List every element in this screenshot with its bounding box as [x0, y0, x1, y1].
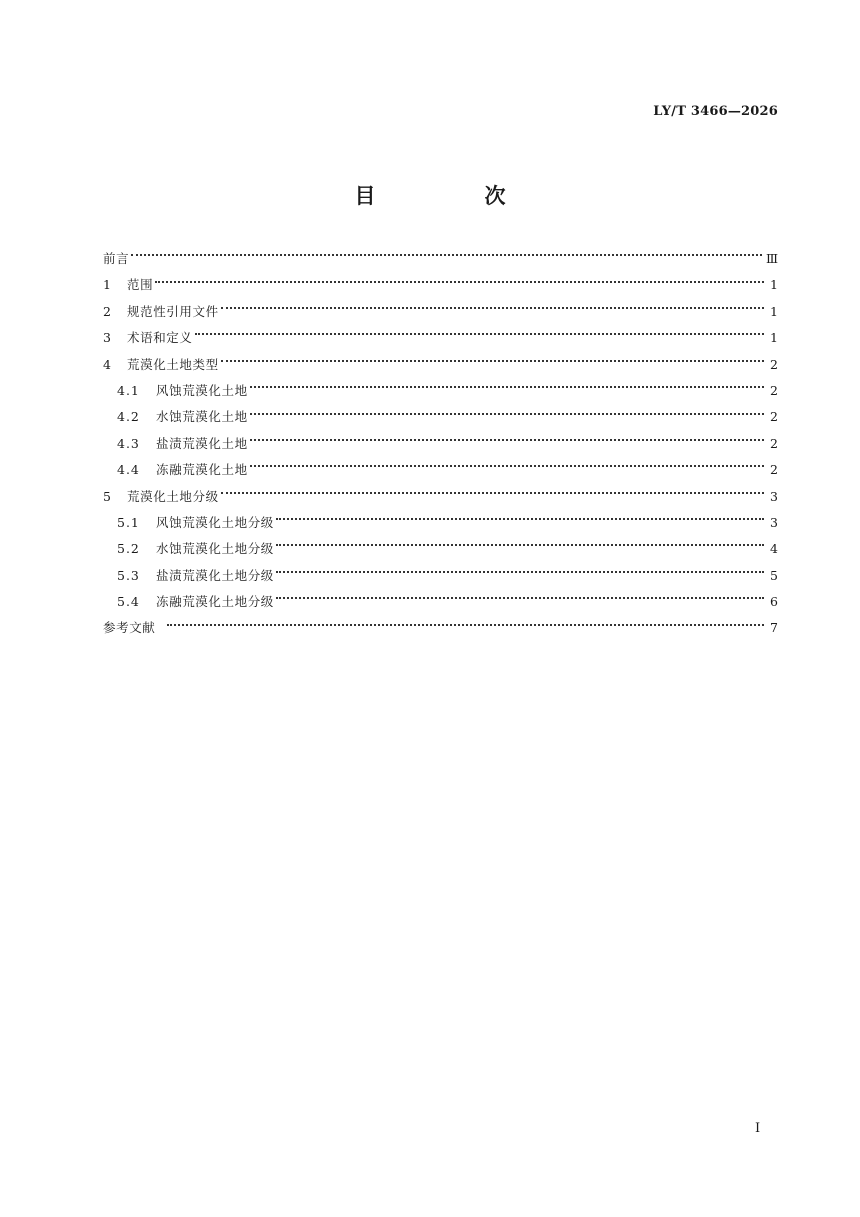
toc-leader-dots	[155, 281, 764, 283]
toc-entry-number: 5	[103, 488, 111, 504]
toc-entry-title: 盐渍荒漠化土地分级	[156, 567, 274, 583]
toc-entry-title: 参考文献	[103, 620, 156, 636]
toc-entry-page: 2	[770, 435, 778, 451]
toc-leader-dots	[250, 413, 764, 415]
toc-entry-4[interactable]	[103, 352, 778, 378]
toc-leader-dots	[167, 624, 764, 626]
toc-entry-page: 7	[770, 620, 778, 636]
toc-entry-number: 3	[103, 330, 111, 346]
toc-entry-page: 6	[770, 594, 778, 610]
toc-entry-number: 5.3	[117, 567, 140, 583]
toc-entry-number: 1	[103, 277, 111, 293]
toc-entry-5-1[interactable]	[103, 510, 778, 536]
toc-leader-dots	[131, 254, 762, 256]
toc-leader-dots	[250, 465, 764, 467]
toc-entry-title: 荒漠化土地类型	[127, 356, 219, 372]
toc-entry-5-2[interactable]	[103, 536, 778, 562]
toc-entry-5-3[interactable]	[103, 563, 778, 589]
toc-entry-number: 4.3	[117, 435, 140, 451]
toc-entry-5-4[interactable]	[103, 589, 778, 615]
toc-entry-page: 2	[770, 356, 778, 372]
toc-entry-title: 荒漠化土地分级	[127, 488, 219, 504]
toc-entry-number: 4.4	[117, 462, 140, 478]
toc-leader-dots	[195, 333, 764, 335]
toc-entry-page: 2	[770, 409, 778, 425]
toc-entry-1[interactable]	[103, 272, 778, 298]
toc-entry-number: 4	[103, 356, 111, 372]
toc-leader-dots	[250, 386, 764, 388]
toc-entry-number: 5.1	[117, 514, 140, 530]
toc-entry-title: 水蚀荒漠化土地	[156, 409, 248, 425]
toc-entry-title: 盐渍荒漠化土地	[156, 435, 248, 451]
toc-leader-dots	[221, 307, 764, 309]
toc-entry-page: 1	[770, 303, 778, 319]
toc-entry-page: 3	[770, 488, 778, 504]
toc-entry-5[interactable]	[103, 484, 778, 510]
toc-entry-foreword[interactable]	[103, 246, 778, 272]
toc-entry-title: 冻融荒漠化土地	[156, 462, 248, 478]
toc-entry-number: 5.2	[117, 541, 140, 557]
toc-leader-dots	[221, 360, 764, 362]
toc-entry-page: 3	[770, 514, 778, 530]
toc-entry-page: 1	[770, 330, 778, 346]
toc-entry-title: 风蚀荒漠化土地	[156, 382, 248, 398]
toc-entry-4-2[interactable]	[103, 404, 778, 430]
toc-entry-number: 2	[103, 303, 111, 319]
toc-entry-title: 前言	[103, 251, 130, 266]
toc-entry-page: 1	[770, 277, 778, 293]
toc-entry-title: 冻融荒漠化土地分级	[156, 594, 274, 610]
toc-entry-title: 规范性引用文件	[127, 303, 219, 319]
toc-entry-title: 术语和定义	[127, 330, 193, 346]
standard-code: LY/T 3466—2026	[653, 104, 778, 119]
toc-leader-dots	[276, 518, 764, 520]
toc-entry-3[interactable]	[103, 325, 778, 351]
toc-entry-4-3[interactable]	[103, 431, 778, 457]
table-of-contents	[103, 246, 778, 642]
page-title: 目 次	[354, 183, 550, 208]
toc-leader-dots	[276, 571, 764, 573]
toc-entry-page: 2	[770, 382, 778, 398]
toc-entry-4-4[interactable]	[103, 457, 778, 483]
toc-entry-title: 范围	[127, 277, 154, 293]
toc-entry-number: 4.1	[117, 382, 140, 398]
toc-entry-number: 5.4	[117, 594, 140, 610]
toc-entry-number: 4.2	[117, 409, 140, 425]
toc-entry-2[interactable]	[103, 299, 778, 325]
toc-entry-title: 风蚀荒漠化土地分级	[156, 514, 274, 530]
toc-entry-page: 4	[770, 541, 778, 557]
toc-entry-page: Ⅲ	[765, 251, 778, 266]
toc-entry-4-1[interactable]	[103, 378, 778, 404]
toc-leader-dots	[276, 597, 764, 599]
toc-entry-page: 2	[770, 462, 778, 478]
toc-leader-dots	[276, 544, 764, 546]
page-number: I	[755, 1121, 761, 1136]
toc-entry-title: 水蚀荒漠化土地分级	[156, 541, 274, 557]
toc-leader-dots	[250, 439, 764, 441]
toc-leader-dots	[221, 492, 764, 494]
toc-entry-page: 5	[770, 567, 778, 583]
toc-entry-references[interactable]	[103, 615, 778, 641]
